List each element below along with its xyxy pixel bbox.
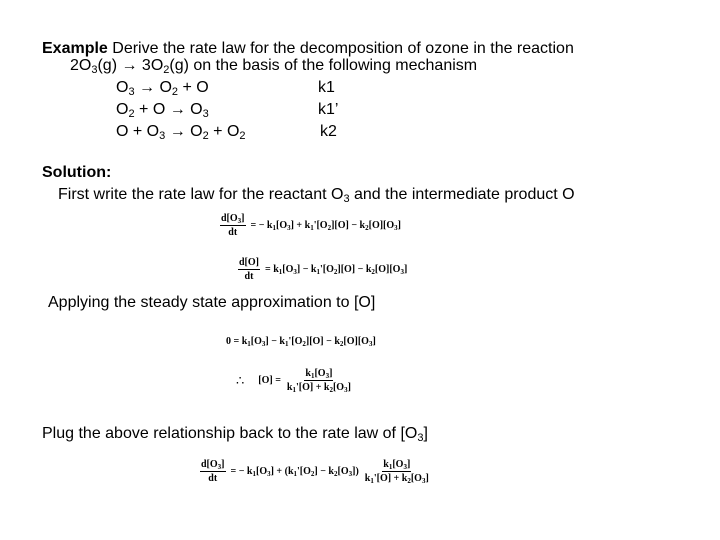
equation-rate-o: $\frac{d[O]}{dt}$ = $k_1[O_3] - k_1'[O_2][O] - k_2[O][O_3]$ [239,257,408,282]
equation-steady-state: $0 = k_1[O_3] - k_1'[O_2][O] - k_2[O][O_3]$ [226,336,376,348]
therefore-symbol: ∴ [236,372,245,388]
example-intro-line [42,40,574,58]
steady-state-text: Applying the steady state approximation to [O] [48,294,376,311]
rate-constant-k1-prime: k1’ [318,101,339,118]
equation-final-rate-law: $\frac{d[O_3]}{dt}$ = − $k_1[O_3] + (k_1'[O_2] - k_2[O_3])$ $\frac{k_1[O_3]}{k_1'[O] + k_2[O_3]}$ [201,459,429,485]
mechanism-step-3: $O + O_3 \to O_2 + O_2$ [116,123,246,142]
rate-constant-k1: k1 [318,79,335,96]
solution-heading: Solution: [42,164,112,181]
rate-constant-k2: k2 [320,123,337,140]
mechanism-step-2: $O_2 + O \to O_3$ [116,101,209,120]
solution-line-1: First write the rate law for the reactant $O_3$ and the intermediate product O [58,186,575,205]
example-heading: Example [42,40,108,57]
equation-o-concentration: ∴ [O] = $\frac{k_1[O_3]}{k_1'[O] + k_2[O_3]}$ [236,368,351,394]
overall-reaction: $2O_3(g) \to 3O_2(g)$ on the basis of the following mechanism [70,57,478,76]
equation-rate-o3: $\frac{d[O_3]}{dt}$ = − $k_1[O_3] + k_1'[O_2][O] - k_2[O][O_3]$ [221,213,401,238]
mechanism-step-1: $O_3 \to O_2 + O$ [116,79,209,98]
plug-back-text: Plug the above relationship back to the rate law of $[O_3]$ [42,425,428,444]
example-intro-text: Derive the rate law for the decomposition of ozone in the reaction [107,40,574,57]
